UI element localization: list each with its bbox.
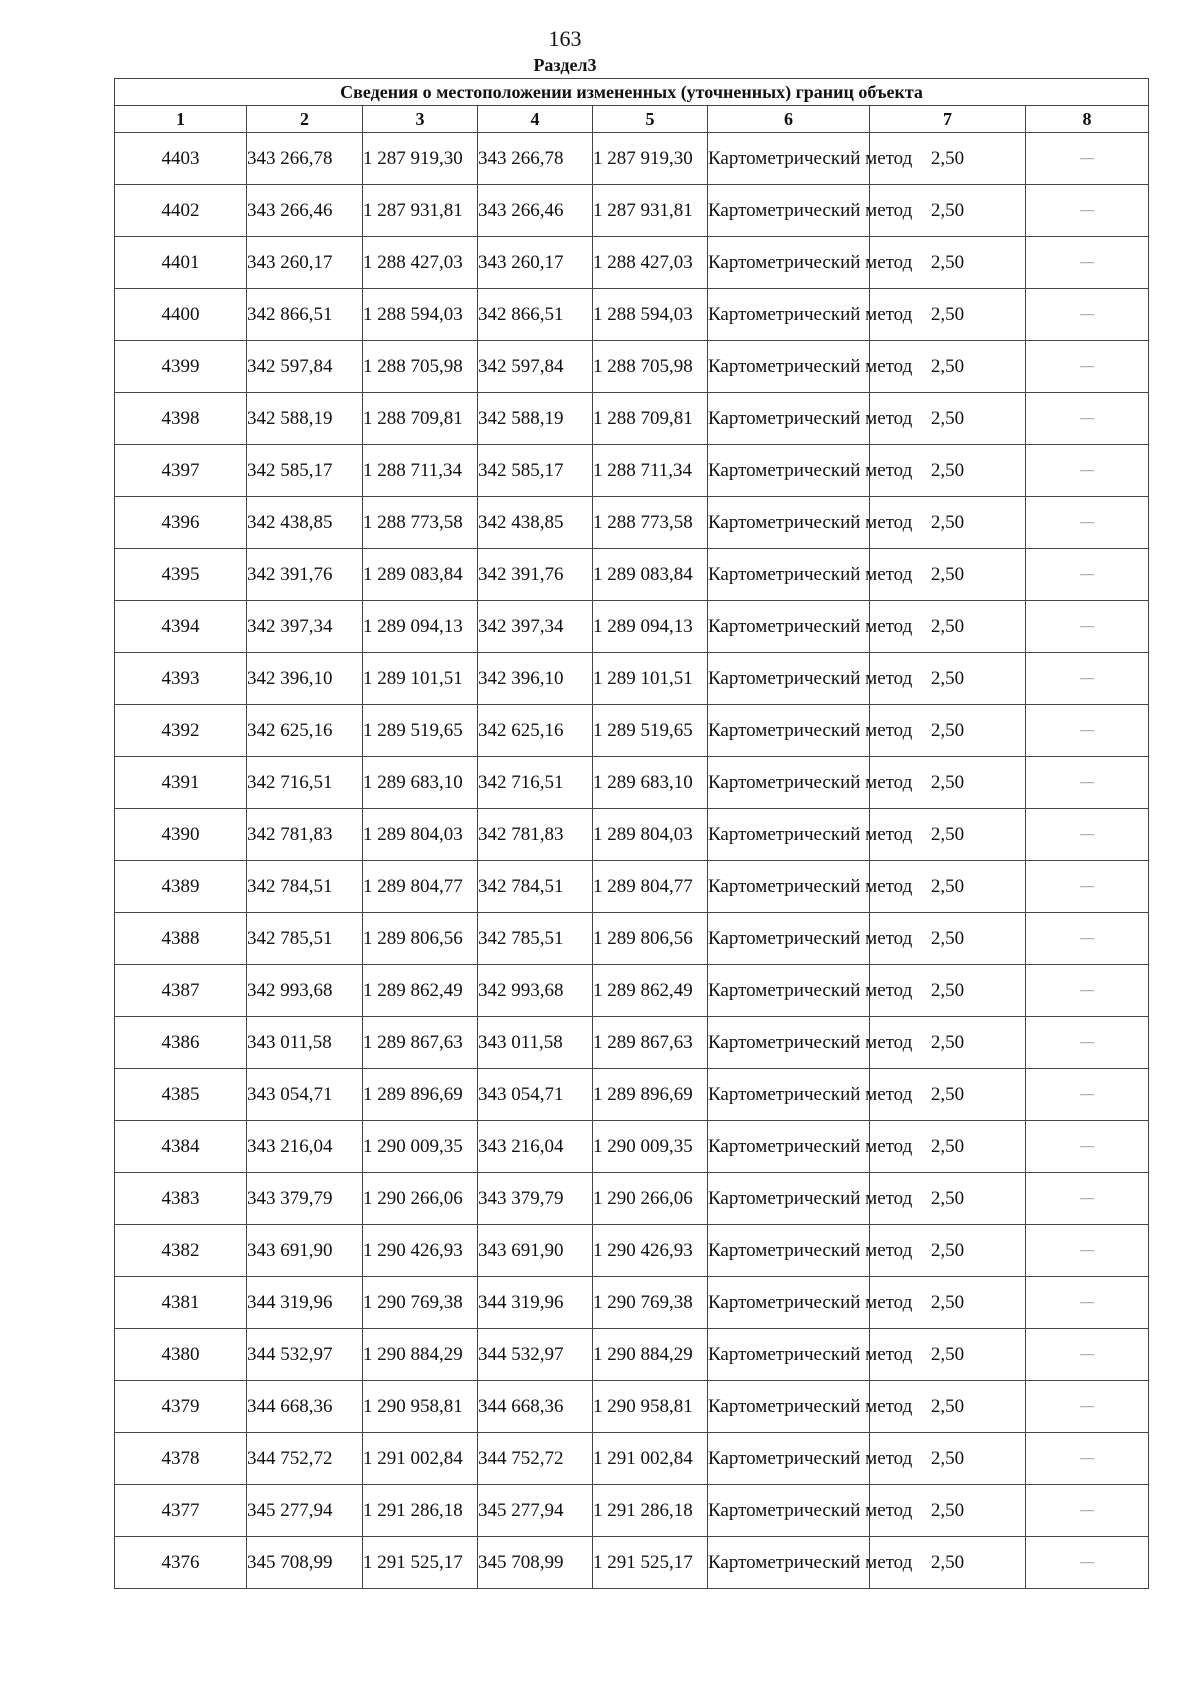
- point-number-cell: 4383: [115, 1173, 247, 1225]
- x-coordinate-new-cell: 344 668,36: [478, 1381, 593, 1433]
- point-number-cell: 4381: [115, 1277, 247, 1329]
- point-number-cell: 4396: [115, 497, 247, 549]
- method-cell: Картометрический метод: [708, 965, 870, 1017]
- method-cell: Картометрический метод: [708, 861, 870, 913]
- x-coordinate-new-cell: 343 266,46: [478, 185, 593, 237]
- note-cell: —: [1026, 341, 1149, 393]
- x-coordinate-new-cell: 342 391,76: [478, 549, 593, 601]
- y-coordinate-new-cell: 1 289 683,10: [593, 757, 708, 809]
- x-coordinate-cell: 343 691,90: [247, 1225, 363, 1277]
- y-coordinate-cell: 1 290 958,81: [363, 1381, 478, 1433]
- note-cell: —: [1026, 1225, 1149, 1277]
- table-row: [115, 1017, 1149, 1069]
- note-cell: —: [1026, 1017, 1149, 1069]
- method-cell: Картометрический метод: [708, 757, 870, 809]
- y-coordinate-new-cell: 1 288 594,03: [593, 289, 708, 341]
- x-coordinate-cell: 342 396,10: [247, 653, 363, 705]
- table-row: [115, 601, 1149, 653]
- point-number-cell: 4397: [115, 445, 247, 497]
- accuracy-cell: 2,50: [870, 653, 1026, 705]
- accuracy-cell: 2,50: [870, 497, 1026, 549]
- x-coordinate-new-cell: 342 993,68: [478, 965, 593, 1017]
- page-number: 163: [548, 26, 582, 51]
- method-cell: Картометрический метод: [708, 497, 870, 549]
- note-cell: —: [1026, 809, 1149, 861]
- note-cell: —: [1026, 133, 1149, 185]
- x-coordinate-cell: 344 668,36: [247, 1381, 363, 1433]
- accuracy-cell: 2,50: [870, 1121, 1026, 1173]
- point-number-cell: 4379: [115, 1381, 247, 1433]
- method-cell: Картометрический метод: [708, 809, 870, 861]
- y-coordinate-new-cell: 1 287 931,81: [593, 185, 708, 237]
- method-cell: Картометрический метод: [708, 913, 870, 965]
- x-coordinate-cell: 345 708,99: [247, 1537, 363, 1589]
- x-coordinate-new-cell: 343 011,58: [478, 1017, 593, 1069]
- note-cell: —: [1026, 1277, 1149, 1329]
- y-coordinate-cell: 1 288 709,81: [363, 393, 478, 445]
- point-number-cell: 4390: [115, 809, 247, 861]
- accuracy-cell: 2,50: [870, 1537, 1026, 1589]
- method-cell: Картометрический метод: [708, 653, 870, 705]
- point-number-cell: 4392: [115, 705, 247, 757]
- note-cell: —: [1026, 913, 1149, 965]
- x-coordinate-new-cell: 343 266,78: [478, 133, 593, 185]
- method-cell: Картометрический метод: [708, 1069, 870, 1121]
- table-row: [115, 185, 1149, 237]
- x-coordinate-cell: 343 260,17: [247, 237, 363, 289]
- point-number-cell: 4394: [115, 601, 247, 653]
- x-coordinate-cell: 344 752,72: [247, 1433, 363, 1485]
- x-coordinate-cell: 342 993,68: [247, 965, 363, 1017]
- accuracy-cell: 2,50: [870, 445, 1026, 497]
- accuracy-cell: 2,50: [870, 1485, 1026, 1537]
- x-coordinate-cell: 342 597,84: [247, 341, 363, 393]
- y-coordinate-cell: 1 290 009,35: [363, 1121, 478, 1173]
- accuracy-cell: 2,50: [870, 185, 1026, 237]
- point-number-cell: 4382: [115, 1225, 247, 1277]
- point-number-cell: 4403: [115, 133, 247, 185]
- table-row: [115, 861, 1149, 913]
- y-coordinate-new-cell: 1 291 525,17: [593, 1537, 708, 1589]
- y-coordinate-cell: 1 287 919,30: [363, 133, 478, 185]
- x-coordinate-new-cell: 344 752,72: [478, 1433, 593, 1485]
- y-coordinate-new-cell: 1 289 862,49: [593, 965, 708, 1017]
- x-coordinate-new-cell: 344 532,97: [478, 1329, 593, 1381]
- accuracy-cell: 2,50: [870, 1329, 1026, 1381]
- point-number-cell: 4376: [115, 1537, 247, 1589]
- x-coordinate-cell: 344 319,96: [247, 1277, 363, 1329]
- accuracy-cell: 2,50: [870, 1381, 1026, 1433]
- x-coordinate-cell: 342 625,16: [247, 705, 363, 757]
- column-header: 4: [478, 106, 593, 133]
- y-coordinate-cell: 1 290 266,06: [363, 1173, 478, 1225]
- note-cell: —: [1026, 445, 1149, 497]
- column-header: 8: [1026, 106, 1149, 133]
- accuracy-cell: 2,50: [870, 1173, 1026, 1225]
- method-cell: Картометрический метод: [708, 289, 870, 341]
- y-coordinate-new-cell: 1 289 896,69: [593, 1069, 708, 1121]
- table-row: [115, 1433, 1149, 1485]
- note-cell: —: [1026, 1381, 1149, 1433]
- column-header: 3: [363, 106, 478, 133]
- accuracy-cell: 2,50: [870, 1433, 1026, 1485]
- x-coordinate-cell: 342 784,51: [247, 861, 363, 913]
- x-coordinate-cell: 342 588,19: [247, 393, 363, 445]
- method-cell: Картометрический метод: [708, 601, 870, 653]
- x-coordinate-cell: 345 277,94: [247, 1485, 363, 1537]
- table-row: [115, 497, 1149, 549]
- y-coordinate-cell: 1 289 083,84: [363, 549, 478, 601]
- note-cell: —: [1026, 1173, 1149, 1225]
- note-cell: —: [1026, 393, 1149, 445]
- method-cell: Картометрический метод: [708, 1329, 870, 1381]
- table-caption: Сведения о местоположении измененных (уточненных) границ объекта: [115, 79, 1149, 106]
- y-coordinate-new-cell: 1 288 705,98: [593, 341, 708, 393]
- x-coordinate-cell: 342 585,17: [247, 445, 363, 497]
- table-row: [115, 809, 1149, 861]
- point-number-cell: 4400: [115, 289, 247, 341]
- accuracy-cell: 2,50: [870, 913, 1026, 965]
- y-coordinate-cell: 1 289 101,51: [363, 653, 478, 705]
- y-coordinate-cell: 1 289 519,65: [363, 705, 478, 757]
- note-cell: —: [1026, 1485, 1149, 1537]
- method-cell: Картометрический метод: [708, 237, 870, 289]
- x-coordinate-new-cell: 342 597,84: [478, 341, 593, 393]
- x-coordinate-new-cell: 342 781,83: [478, 809, 593, 861]
- y-coordinate-new-cell: 1 290 009,35: [593, 1121, 708, 1173]
- point-number-cell: 4398: [115, 393, 247, 445]
- x-coordinate-cell: 343 216,04: [247, 1121, 363, 1173]
- x-coordinate-cell: 343 011,58: [247, 1017, 363, 1069]
- point-number-cell: 4380: [115, 1329, 247, 1381]
- note-cell: —: [1026, 289, 1149, 341]
- column-header: 7: [870, 106, 1026, 133]
- note-cell: —: [1026, 185, 1149, 237]
- table-row: [115, 1381, 1149, 1433]
- y-coordinate-new-cell: 1 289 519,65: [593, 705, 708, 757]
- y-coordinate-new-cell: 1 289 804,03: [593, 809, 708, 861]
- y-coordinate-new-cell: 1 289 101,51: [593, 653, 708, 705]
- x-coordinate-cell: 344 532,97: [247, 1329, 363, 1381]
- y-coordinate-cell: 1 288 427,03: [363, 237, 478, 289]
- x-coordinate-new-cell: 345 277,94: [478, 1485, 593, 1537]
- table-row: [115, 1121, 1149, 1173]
- point-number-cell: 4391: [115, 757, 247, 809]
- table-row: [115, 1277, 1149, 1329]
- x-coordinate-cell: 342 785,51: [247, 913, 363, 965]
- table-row: [115, 965, 1149, 1017]
- y-coordinate-cell: 1 288 711,34: [363, 445, 478, 497]
- y-coordinate-new-cell: 1 288 711,34: [593, 445, 708, 497]
- accuracy-cell: 2,50: [870, 1017, 1026, 1069]
- note-cell: —: [1026, 705, 1149, 757]
- table-row: [115, 549, 1149, 601]
- y-coordinate-new-cell: 1 290 884,29: [593, 1329, 708, 1381]
- y-coordinate-new-cell: 1 288 773,58: [593, 497, 708, 549]
- table-row: [115, 1225, 1149, 1277]
- column-header: 1: [115, 106, 247, 133]
- method-cell: Картометрический метод: [708, 1121, 870, 1173]
- x-coordinate-new-cell: 342 784,51: [478, 861, 593, 913]
- accuracy-cell: 2,50: [870, 757, 1026, 809]
- method-cell: Картометрический метод: [708, 1225, 870, 1277]
- y-coordinate-cell: 1 287 931,81: [363, 185, 478, 237]
- note-cell: —: [1026, 1329, 1149, 1381]
- x-coordinate-new-cell: 343 216,04: [478, 1121, 593, 1173]
- y-coordinate-cell: 1 289 804,77: [363, 861, 478, 913]
- y-coordinate-new-cell: 1 289 804,77: [593, 861, 708, 913]
- table-body: [115, 133, 1149, 1589]
- y-coordinate-cell: 1 288 705,98: [363, 341, 478, 393]
- note-cell: —: [1026, 1121, 1149, 1173]
- x-coordinate-cell: 343 266,46: [247, 185, 363, 237]
- y-coordinate-cell: 1 289 867,63: [363, 1017, 478, 1069]
- accuracy-cell: 2,50: [870, 237, 1026, 289]
- y-coordinate-cell: 1 288 594,03: [363, 289, 478, 341]
- x-coordinate-cell: 343 054,71: [247, 1069, 363, 1121]
- accuracy-cell: 2,50: [870, 1069, 1026, 1121]
- note-cell: —: [1026, 601, 1149, 653]
- method-cell: Картометрический метод: [708, 185, 870, 237]
- x-coordinate-new-cell: 342 588,19: [478, 393, 593, 445]
- x-coordinate-cell: 342 391,76: [247, 549, 363, 601]
- point-number-cell: 4384: [115, 1121, 247, 1173]
- note-cell: —: [1026, 1537, 1149, 1589]
- method-cell: Картометрический метод: [708, 341, 870, 393]
- y-coordinate-new-cell: 1 290 426,93: [593, 1225, 708, 1277]
- accuracy-cell: 2,50: [870, 549, 1026, 601]
- x-coordinate-new-cell: 342 866,51: [478, 289, 593, 341]
- method-cell: Картометрический метод: [708, 705, 870, 757]
- x-coordinate-new-cell: 344 319,96: [478, 1277, 593, 1329]
- y-coordinate-cell: 1 290 426,93: [363, 1225, 478, 1277]
- accuracy-cell: 2,50: [870, 133, 1026, 185]
- table-row: [115, 289, 1149, 341]
- accuracy-cell: 2,50: [870, 289, 1026, 341]
- note-cell: —: [1026, 757, 1149, 809]
- section-title: Раздел3: [533, 55, 597, 75]
- x-coordinate-new-cell: 343 260,17: [478, 237, 593, 289]
- accuracy-cell: 2,50: [870, 809, 1026, 861]
- y-coordinate-new-cell: 1 289 094,13: [593, 601, 708, 653]
- table-row: [115, 237, 1149, 289]
- column-header: 2: [247, 106, 363, 133]
- y-coordinate-new-cell: 1 289 806,56: [593, 913, 708, 965]
- method-cell: Картометрический метод: [708, 1277, 870, 1329]
- y-coordinate-cell: 1 289 094,13: [363, 601, 478, 653]
- x-coordinate-cell: 343 379,79: [247, 1173, 363, 1225]
- accuracy-cell: 2,50: [870, 861, 1026, 913]
- point-number-cell: 4389: [115, 861, 247, 913]
- note-cell: —: [1026, 861, 1149, 913]
- note-cell: —: [1026, 237, 1149, 289]
- x-coordinate-cell: 342 397,34: [247, 601, 363, 653]
- x-coordinate-new-cell: 342 625,16: [478, 705, 593, 757]
- table-row: [115, 757, 1149, 809]
- note-cell: —: [1026, 549, 1149, 601]
- point-number-cell: 4387: [115, 965, 247, 1017]
- boundary-table: [114, 78, 1149, 1589]
- method-cell: Картометрический метод: [708, 133, 870, 185]
- y-coordinate-cell: 1 289 683,10: [363, 757, 478, 809]
- point-number-cell: 4378: [115, 1433, 247, 1485]
- method-cell: Картометрический метод: [708, 1537, 870, 1589]
- method-cell: Картометрический метод: [708, 549, 870, 601]
- column-header: 6: [708, 106, 870, 133]
- accuracy-cell: 2,50: [870, 1277, 1026, 1329]
- table-row: [115, 705, 1149, 757]
- y-coordinate-cell: 1 289 896,69: [363, 1069, 478, 1121]
- point-number-cell: 4377: [115, 1485, 247, 1537]
- point-number-cell: 4386: [115, 1017, 247, 1069]
- y-coordinate-new-cell: 1 290 769,38: [593, 1277, 708, 1329]
- method-cell: Картометрический метод: [708, 1485, 870, 1537]
- accuracy-cell: 2,50: [870, 1225, 1026, 1277]
- x-coordinate-cell: 342 866,51: [247, 289, 363, 341]
- table-row: [115, 133, 1149, 185]
- y-coordinate-cell: 1 289 804,03: [363, 809, 478, 861]
- x-coordinate-new-cell: 342 716,51: [478, 757, 593, 809]
- point-number-cell: 4401: [115, 237, 247, 289]
- point-number-cell: 4393: [115, 653, 247, 705]
- x-coordinate-new-cell: 343 691,90: [478, 1225, 593, 1277]
- column-header: 5: [593, 106, 708, 133]
- table-row: [115, 1537, 1149, 1589]
- point-number-cell: 4385: [115, 1069, 247, 1121]
- table-row: [115, 913, 1149, 965]
- y-coordinate-new-cell: 1 287 919,30: [593, 133, 708, 185]
- accuracy-cell: 2,50: [870, 705, 1026, 757]
- note-cell: —: [1026, 653, 1149, 705]
- y-coordinate-cell: 1 289 862,49: [363, 965, 478, 1017]
- note-cell: —: [1026, 497, 1149, 549]
- point-number-cell: 4395: [115, 549, 247, 601]
- accuracy-cell: 2,50: [870, 965, 1026, 1017]
- y-coordinate-cell: 1 288 773,58: [363, 497, 478, 549]
- y-coordinate-new-cell: 1 291 002,84: [593, 1433, 708, 1485]
- y-coordinate-cell: 1 291 286,18: [363, 1485, 478, 1537]
- table-row: [115, 393, 1149, 445]
- x-coordinate-cell: 343 266,78: [247, 133, 363, 185]
- y-coordinate-cell: 1 291 525,17: [363, 1537, 478, 1589]
- y-coordinate-new-cell: 1 291 286,18: [593, 1485, 708, 1537]
- table-row: [115, 1069, 1149, 1121]
- method-cell: Картометрический метод: [708, 1381, 870, 1433]
- accuracy-cell: 2,50: [870, 341, 1026, 393]
- x-coordinate-new-cell: 342 585,17: [478, 445, 593, 497]
- table-row: [115, 1329, 1149, 1381]
- y-coordinate-cell: 1 289 806,56: [363, 913, 478, 965]
- table-row: [115, 653, 1149, 705]
- note-cell: —: [1026, 965, 1149, 1017]
- x-coordinate-new-cell: 343 054,71: [478, 1069, 593, 1121]
- x-coordinate-new-cell: 345 708,99: [478, 1537, 593, 1589]
- y-coordinate-new-cell: 1 289 083,84: [593, 549, 708, 601]
- method-cell: Картометрический метод: [708, 393, 870, 445]
- method-cell: Картометрический метод: [708, 1173, 870, 1225]
- y-coordinate-new-cell: 1 288 427,03: [593, 237, 708, 289]
- x-coordinate-new-cell: 343 379,79: [478, 1173, 593, 1225]
- y-coordinate-cell: 1 290 769,38: [363, 1277, 478, 1329]
- y-coordinate-new-cell: 1 290 958,81: [593, 1381, 708, 1433]
- accuracy-cell: 2,50: [870, 601, 1026, 653]
- point-number-cell: 4402: [115, 185, 247, 237]
- x-coordinate-cell: 342 438,85: [247, 497, 363, 549]
- table-row: [115, 341, 1149, 393]
- x-coordinate-new-cell: 342 397,34: [478, 601, 593, 653]
- y-coordinate-cell: 1 290 884,29: [363, 1329, 478, 1381]
- table-row: [115, 1485, 1149, 1537]
- y-coordinate-new-cell: 1 288 709,81: [593, 393, 708, 445]
- point-number-cell: 4388: [115, 913, 247, 965]
- x-coordinate-new-cell: 342 396,10: [478, 653, 593, 705]
- y-coordinate-new-cell: 1 289 867,63: [593, 1017, 708, 1069]
- note-cell: —: [1026, 1069, 1149, 1121]
- point-number-cell: 4399: [115, 341, 247, 393]
- x-coordinate-new-cell: 342 785,51: [478, 913, 593, 965]
- note-cell: —: [1026, 1433, 1149, 1485]
- method-cell: Картометрический метод: [708, 1017, 870, 1069]
- method-cell: Картометрический метод: [708, 1433, 870, 1485]
- y-coordinate-new-cell: 1 290 266,06: [593, 1173, 708, 1225]
- x-coordinate-cell: 342 716,51: [247, 757, 363, 809]
- table-row: [115, 1173, 1149, 1225]
- column-header-row: [115, 106, 1149, 133]
- x-coordinate-new-cell: 342 438,85: [478, 497, 593, 549]
- x-coordinate-cell: 342 781,83: [247, 809, 363, 861]
- y-coordinate-cell: 1 291 002,84: [363, 1433, 478, 1485]
- method-cell: Картометрический метод: [708, 445, 870, 497]
- table-row: [115, 445, 1149, 497]
- accuracy-cell: 2,50: [870, 393, 1026, 445]
